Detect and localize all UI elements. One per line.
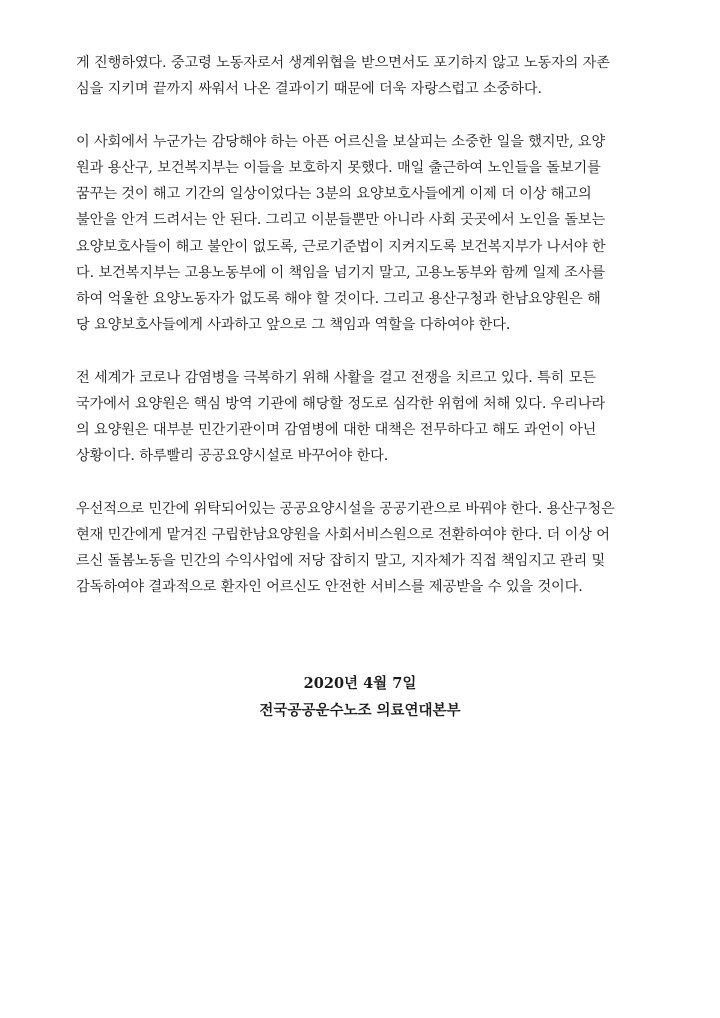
paragraph-1 (76, 50, 654, 102)
text-line: 심을 지키며 끝까지 싸워서 나온 결과이기 때문에 더욱 자랑스럽고 소중하다. (76, 81, 542, 98)
text-line: 감독하여야 결과적으로 환자인 어르신도 안전한 서비스를 제공받을 수 있을 것이다. (76, 579, 583, 596)
issuing-organization: 전국공공운수노조 의료연대본부 (259, 701, 461, 719)
text-line: 우선적으로 민간에 위탁되어있는 공공요양시설을 공공기관으로 바꿔야 한다. 용산구청은 (76, 500, 615, 517)
text-line: 상황이다. 하루빨리 공공요양시설로 바꾸어야 한다. (76, 448, 389, 465)
text-line: 의 요양원은 대부분 민간기관이며 감염병에 대한 대책은 전무하다고 해도 과언이 아닌 (76, 422, 597, 439)
text-line: 요양보호사들이 해고 불안이 없도록, 근로기준법이 지켜지도록 보건복지부가 나서야 한 (76, 238, 606, 255)
text-line: 현재 민간에게 맡겨진 구립한남요양원을 사회서비스원으로 전환하여야 한다. 더 이상 어 (76, 526, 610, 543)
text-line: 불안을 안겨 드려서는 안 된다. 그리고 이분들뿐만 아니라 사회 곳곳에서 노인을 돌보는 (76, 212, 606, 229)
text-line: 다. 보건복지부는 고용노동부에 이 책임을 넘기지 말고, 고용노동부와 함께 일제 조사를 (76, 264, 606, 281)
statement-body (76, 50, 654, 601)
paragraph-gap (76, 469, 654, 495)
text-line: 국가에서 요양원은 핵심 방역 기관에 해당할 정도로 심각한 위험에 처해 있다. 우리나라 (76, 395, 606, 412)
paragraph-3 (76, 365, 654, 470)
statement-date: 2020년 4월 7일 (303, 675, 417, 692)
text-line: 당 요양보호사들에게 사과하고 앞으로 그 책임과 역할을 다하여야 한다. (76, 317, 511, 334)
text-line: 원과 용산구, 보건복지부는 이들을 보호하지 못했다. 매일 출근하여 노인들을 돌보기를 (76, 159, 601, 176)
signature-block (0, 671, 720, 725)
paragraph-gap (76, 102, 654, 128)
text-line: 하여 억울한 요양노동자가 없도록 해야 할 것이다. 그리고 용산구청과 한남요양원은 해 (76, 290, 601, 307)
text-line: 이 사회에서 누군가는 감당해야 하는 아픈 어르신을 보살피는 소중한 일을 했지만, 요양 (76, 133, 606, 150)
paragraph-gap (76, 338, 654, 364)
paragraph-4 (76, 496, 654, 601)
text-line: 르신 돌봄노동을 민간의 수익사업에 저당 잡히지 말고, 지자체가 직접 책임지고 관리 및 (76, 553, 606, 570)
paragraph-2 (76, 129, 654, 339)
text-line: 꿈꾸는 것이 해고 기간의 일상이었다는 3분의 요양보호사들에게 이제 더 이상 해고의 (76, 186, 592, 203)
text-line: 게 진행하였다. 중고령 노동자로서 생계위협을 받으면서도 포기하지 않고 노동자의 자존 (76, 55, 610, 71)
text-line: 전 세계가 코로나 감염병을 극복하기 위해 사활을 걸고 전쟁을 치르고 있다. 특히 모든 (76, 369, 596, 386)
